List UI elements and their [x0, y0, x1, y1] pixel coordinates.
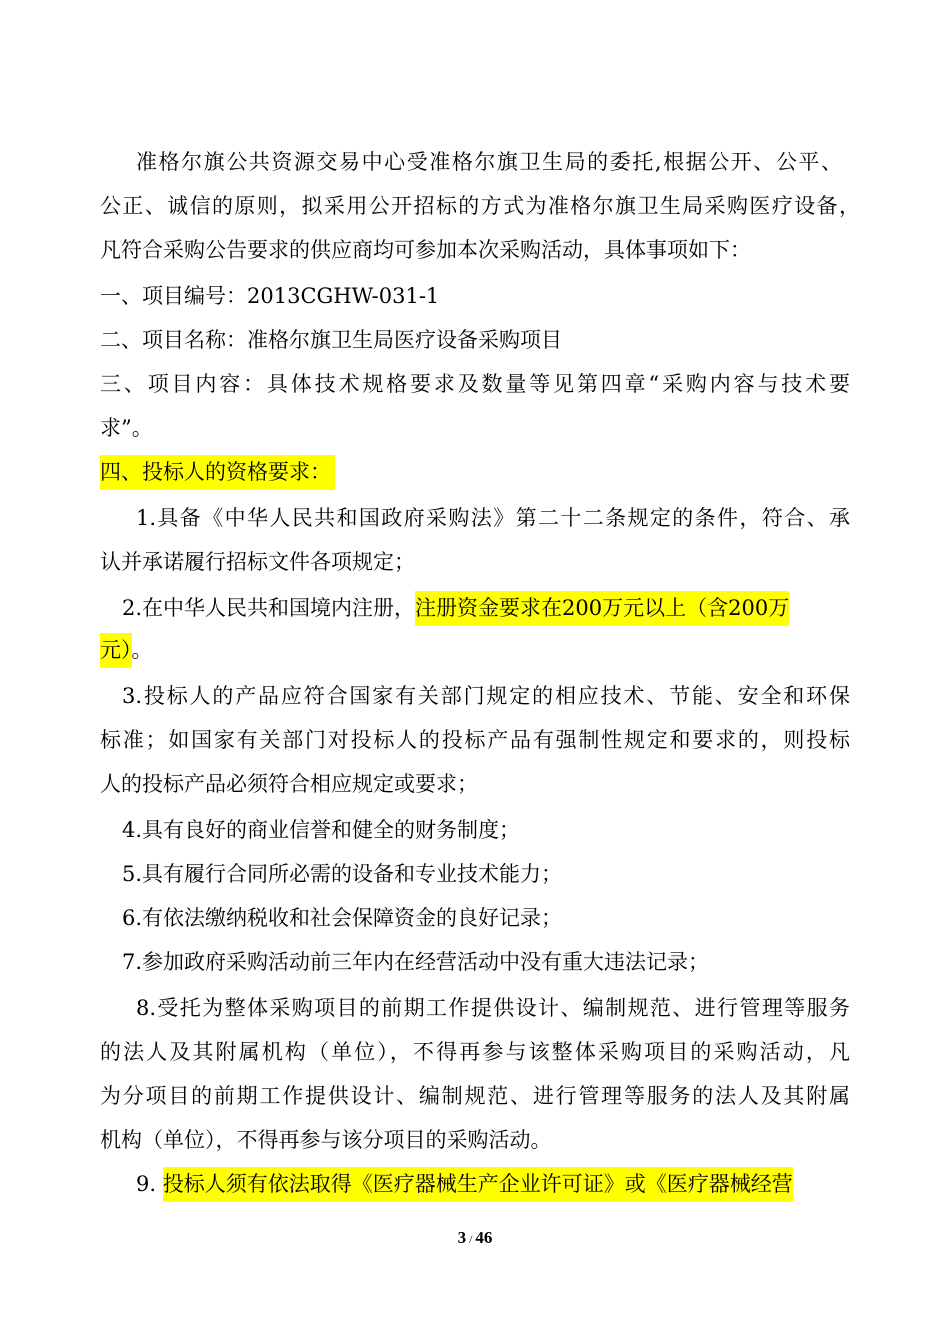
req1-line-1: 1.具备《中华人民共和国政府采购法》第二十二条规定的条件，符合、承: [136, 506, 850, 530]
req2-highlight-2: 元）: [100, 633, 132, 668]
req2-highlight-1: 注册资金要求在200万元以上（含200万: [415, 591, 789, 626]
req5: 5.具有履行合同所必需的设备和专业技术能力；: [122, 862, 563, 886]
intro-line-3: 凡符合采购公告要求的供应商均可参加本次采购活动，具体事项如下：: [100, 238, 751, 262]
req3-line-1: 3.投标人的产品应符合国家有关部门规定的相应技术、节能、安全和环保: [122, 684, 850, 708]
req6: 6.有依法缴纳税收和社会保障资金的良好记录；: [122, 906, 563, 930]
qualification-heading-highlight: 四、投标人的资格要求：: [100, 455, 335, 490]
req4: 4.具有良好的商业信誉和健全的财务制度；: [122, 818, 521, 842]
intro-line-1: 准格尔旗公共资源交易中心受准格尔旗卫生局的委托,根据公开、公平、: [136, 150, 842, 174]
page-current: 3: [457, 1228, 467, 1247]
req1-line-2: 认并承诺履行招标文件各项规定；: [100, 550, 415, 574]
req2-prefix: 2.在中华人民共和国境内注册，: [122, 596, 416, 620]
qualification-heading: [100, 458, 335, 486]
page-total: 46: [475, 1228, 493, 1247]
project-number: 一、项目编号：2013CGHW-031-1: [100, 284, 440, 308]
page-number: [0, 1228, 950, 1248]
req9-prefix: 9.: [136, 1172, 163, 1196]
project-content-line-1: 三、项目内容：具体技术规格要求及数量等见第四章“采购内容与技术要: [100, 372, 850, 396]
page-separator: /: [469, 1232, 473, 1246]
req3-line-2: 标准；如国家有关部门对投标人的投标产品有强制性规定和要求的，则投标: [100, 728, 850, 752]
req9-highlight: 投标人须有依法取得《医疗器械生产企业许可证》或《医疗器械经营: [163, 1167, 793, 1202]
req7: 7.参加政府采购活动前三年内在经营活动中没有重大违法记录；: [122, 950, 710, 974]
req3-line-3: 人的投标产品必须符合相应规定或要求；: [100, 772, 478, 796]
req8-line-2: 的法人及其附属机构（单位），不得再参与该整体采购项目的采购活动，凡: [100, 1040, 850, 1064]
req9-line-1: [136, 1170, 793, 1198]
req8-line-1: 8.受托为整体采购项目的前期工作提供设计、编制规范、进行管理等服务: [136, 996, 850, 1020]
req2-suffix: 。: [131, 638, 153, 662]
intro-line-2: 公正、诚信的原则，拟采用公开招标的方式为准格尔旗卫生局采购医疗设备，: [100, 194, 860, 218]
req8-line-3: 为分项目的前期工作提供设计、编制规范、进行管理等服务的法人及其附属: [100, 1084, 850, 1108]
req2-line-2: [100, 636, 153, 664]
project-content-line-2: 求”。: [100, 416, 153, 440]
req8-line-4: 机构（单位），不得再参与该分项目的采购活动。: [100, 1128, 552, 1152]
project-name: 二、项目名称：准格尔旗卫生局医疗设备采购项目: [100, 328, 562, 352]
req2-line-1: [122, 594, 852, 622]
